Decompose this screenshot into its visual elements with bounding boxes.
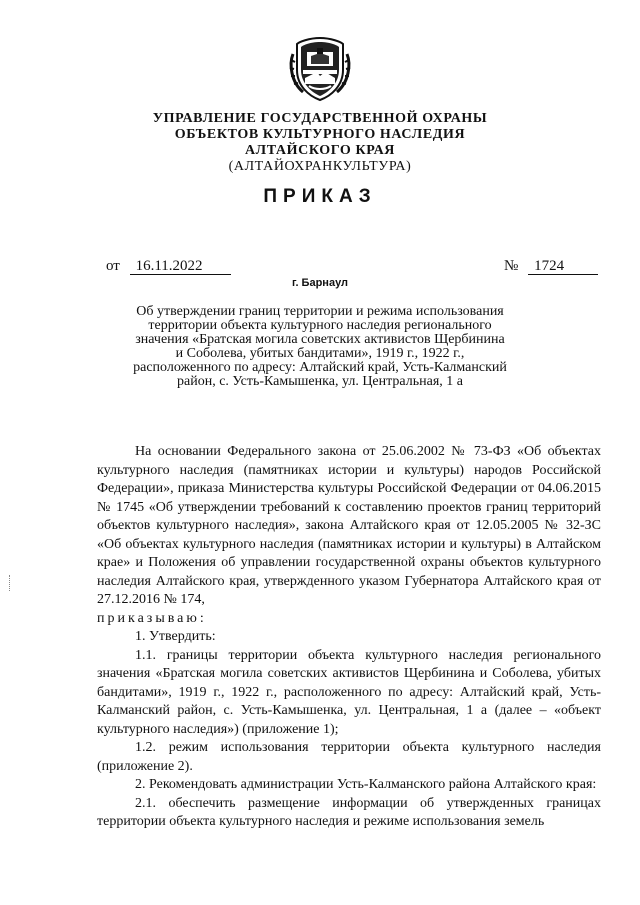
clause-2: 2. Рекомендовать администрации Усть-Калманского района Алтайского края: bbox=[135, 777, 597, 792]
order-date bbox=[106, 258, 231, 275]
altai-coat-of-arms-icon bbox=[287, 34, 353, 102]
order-number bbox=[504, 258, 598, 275]
clause-1-1: 1.1. границы территории объекта культурного наследия регионального значения «Братская могила советских активистов Щербинина и Соболева, убитых бандитами», 1919 г., 1922 г., расположенного по адресу: Алтайский край, Усть-Калманский район, с. Усть-Камышенка, ул. Центральная, 1 а (далее – «объект культурного наследия») (приложение 1); bbox=[97, 647, 601, 737]
date-prefix: от bbox=[106, 258, 120, 274]
org-name-line-3: АЛТАЙСКОГО КРАЯ bbox=[244, 143, 396, 158]
preamble-text: На основании Федерального закона от 25.06.2002 № 73-ФЗ «Об объектах культурного наследия (памятниках истории и культуры) народов Российской Федерации», приказа Министерства культуры Российской Федерации от 04.06.2015 № 1745 «Об утверждении требований к составлению проектов границ территорий объектов культурного наследия», закона Алтайского края от 12.05.2005 № 32-ЗС «Об объектах культурного наследия (памятниках истории и культуры) в Алтайском крае» и Положения об управлении государственной охраны объектов культурного наследия Алтайского края, утвержденного указом Губернатора Алтайского края от 27.12.2016 № 174, bbox=[97, 444, 601, 607]
org-name-line-2: ОБЪЕКТОВ КУЛЬТУРНОГО НАСЛЕДИЯ bbox=[174, 127, 466, 142]
number-value: 1724 bbox=[528, 259, 598, 275]
clause-1: 1. Утвердить: bbox=[135, 629, 216, 644]
subject-line: и Соболева, убитых бандитами», 1919 г., 1922 г., bbox=[175, 346, 465, 361]
subject-line: территории объекта культурного наследия регионального bbox=[148, 318, 492, 333]
city: г. Барнаул bbox=[291, 277, 349, 289]
subject-line: расположенного по адресу: Алтайский край, Усть-Калманский bbox=[133, 360, 507, 375]
order-word: приказываю: bbox=[97, 610, 207, 626]
org-name-line-1: УПРАВЛЕНИЕ ГОСУДАРСТВЕННОЙ ОХРАНЫ bbox=[152, 111, 488, 126]
clause-2-1: 2.1. обеспечить размещение информации об утвержденных границах территории объекта культурного наследия и режиме использования земель bbox=[97, 795, 601, 829]
subject-line: район, с. Усть-Камышенка, ул. Центральная, 1 а bbox=[177, 374, 463, 389]
order-subject bbox=[120, 305, 520, 389]
subject-line: значения «Братская могила советских активистов Щербинина bbox=[135, 332, 505, 347]
date-value: 16.11.2022 bbox=[130, 259, 231, 275]
subject-line: Об утверждении границ территории и режима использования bbox=[136, 304, 504, 319]
preamble-paragraph bbox=[97, 443, 601, 628]
number-prefix: № bbox=[504, 258, 519, 274]
document-title: ПРИКАЗ bbox=[263, 186, 377, 207]
org-name-abbreviation: (АЛТАЙОХРАНКУЛЬТУРА) bbox=[228, 159, 412, 174]
margin-mark bbox=[9, 575, 14, 591]
order-body bbox=[97, 443, 601, 832]
clause-1-2: 1.2. режим использования территории объекта культурного наследия (приложение 2). bbox=[97, 740, 601, 774]
